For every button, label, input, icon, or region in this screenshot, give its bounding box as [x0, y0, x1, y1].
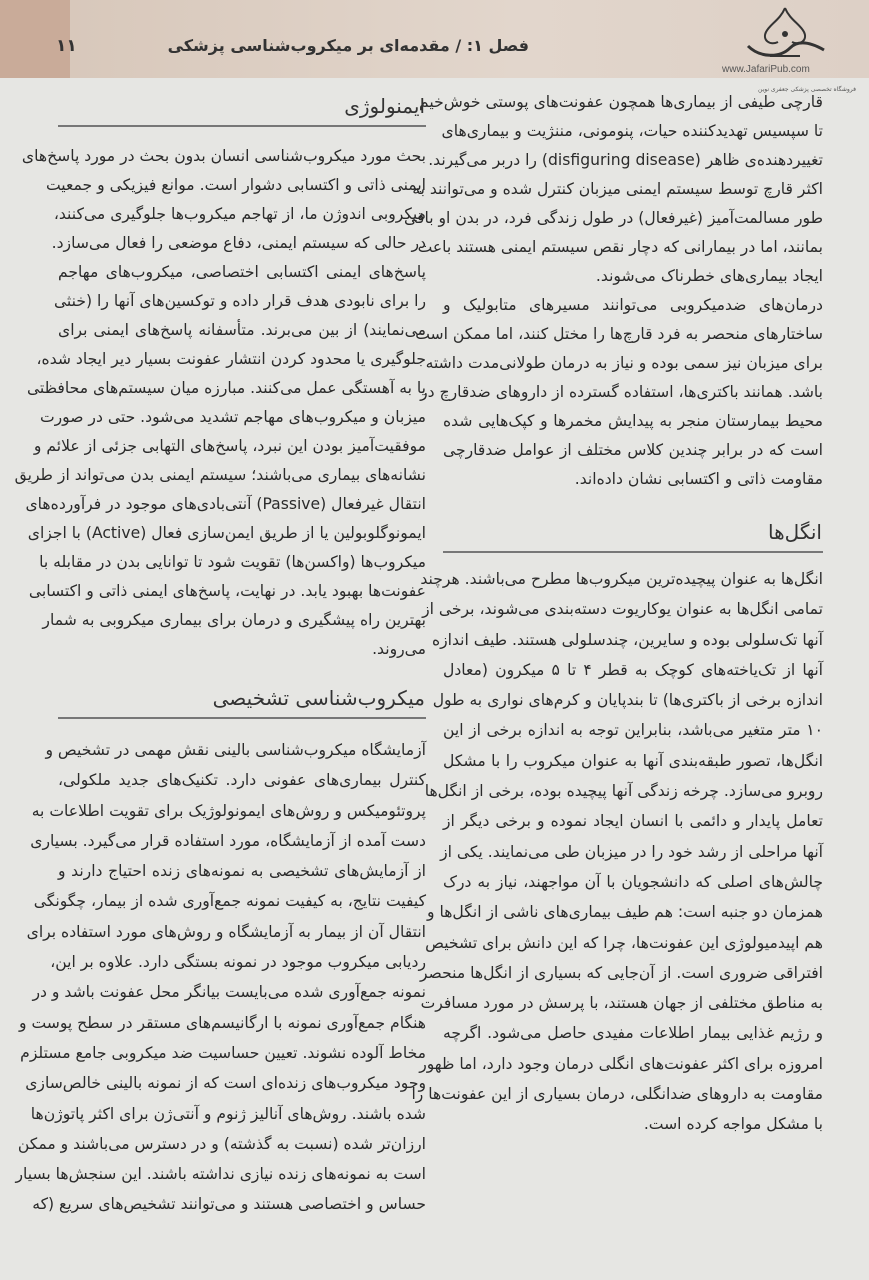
text-line: آنها مراحلی از رشد خود را در میزبان طی می‌نمایند. یکی از — [440, 842, 823, 861]
heading-divider — [58, 125, 426, 127]
antifungal-paragraph — [415, 291, 823, 494]
text-line: مقاومت به داروهای ضدانگلی، درمان بسیاری از این عفونت‌ها را — [411, 1085, 823, 1104]
text-line: ساختارهای منحصر به فرد قارچ‌ها را مختل کنند، اما ممکن است — [415, 325, 823, 343]
text-line: کنترل بیماری‌های عفونی دارد. تکنیک‌های جدید ملکولی، — [58, 771, 426, 790]
text-line: برای میزبان نیز سمی بوده و نیاز به درمان طولانی‌مدت داشته — [425, 354, 823, 372]
text-line: کیفیت نتایج، به کیفیت نمونه جمع‌آوری شده از بیمار، چگونگی — [33, 892, 426, 911]
text-line: قارچی طیفی از بیماری‌ها همچون عفونت‌های پوستی خوش‌خیم — [419, 93, 823, 111]
immunology-paragraph — [14, 142, 426, 664]
text-line: محیط بیمارستان منجر به پیدایش مخمرها و کپک‌هایی شده — [443, 412, 823, 430]
text-line: موفقیت‌آمیز بودن این نبرد، پاسخ‌های التهابی جزئی از علائم و — [33, 437, 426, 455]
heading-divider — [58, 717, 426, 719]
section-heading-immunology: ایمنولوژی — [344, 94, 425, 118]
text-line: باشد. همانند باکتری‌ها، استفاده گسترده از داروهای ضدقارچ در — [420, 383, 823, 401]
text-line: نمونه جمع‌آوری شده می‌بایست بیانگر محل عفونت باشد و در — [32, 983, 426, 1002]
running-title: فصل ۱: / مقدمه‌ای بر میکروب‌شناسی پزشکی — [167, 36, 529, 55]
text-line: میزبان و میکروب‌های مهاجم تشدید می‌شود. حتی در صورت — [39, 408, 426, 426]
text-line: ایجاد بیماری‌های خطرناک می‌شوند. — [595, 267, 823, 285]
text-line: اکثر قارچ توسط سیستم ایمنی میزبان کنترل شده و می‌توانند به — [412, 180, 823, 198]
text-line: مخاط آلوده نشوند. تعیین حساسیت ضد میکروبی جامع مستلزم — [20, 1043, 426, 1062]
text-line: روبرو می‌سازد. چرخه زندگی آنها پیچیده بوده، برخی از انگل‌ها — [424, 782, 823, 801]
section-heading-parasites: انگل‌ها — [768, 520, 822, 544]
text-line: انگل‌ها، تصور طبقه‌بندی آنها به عنوان میکروب را با مشکل — [443, 751, 823, 770]
text-line: طور مسالمت‌آمیز (غیرفعال) در طول زندگی فرد، در بدن او باقی — [404, 209, 823, 227]
text-line: آنها تک‌سلولی بوده و سایرین، چندسلولی هستند. طیف اندازه — [431, 630, 823, 649]
text-line: تمامی انگل‌ها به عنوان یوکاریوت دسته‌بندی می‌شوند، برخی از — [422, 600, 823, 619]
text-line: با مشکل مواجه کرده است. — [643, 1115, 823, 1134]
text-line: انتقال غیرفعال (Passive) آنتی‌بادی‌های موجود در فرآورده‌های — [25, 495, 426, 513]
text-line: انتقال آن از بیمار به آزمایشگاه و روش‌های مورد استفاده برای — [26, 922, 426, 941]
text-line: از آزمایش‌های تشخیصی به نمونه‌های زنده احتیاج دارند و — [58, 862, 426, 881]
text-line: شده باشند. روش‌های آنالیز ژنوم و آنتی‌ژن برای اکثر پاتوژن‌ها — [30, 1104, 426, 1123]
text-line: آنها از تک‌یاخته‌های کوچک به قطر ۴ تا ۵ میکرون (معادل — [443, 660, 823, 679]
text-line: تا سپسیس تهدیدکننده حیات، پنومونی، مننژیت و بیماری‌های — [441, 122, 823, 140]
text-line: چالش‌های اصلی که دانشجویان با آن مواجهند، نیاز به درک — [443, 872, 823, 891]
text-line: ردیابی میکروب موجود در نمونه بستگی دارد. علاوه بر این، — [50, 953, 426, 972]
text-line: یا به آهستگی عمل می‌کنند. مبارزه میان سیستم‌های محافظتی — [26, 379, 426, 397]
text-line: می‌نمایند) از بین می‌برند. متأسفانه پاسخ‌های ایمنی برای — [58, 321, 426, 339]
text-line: حساس و اختصاصی هستند و می‌توانند تشخیص‌های سریع (که — [32, 1195, 426, 1214]
text-line: جلوگیری یا محدود کردن انتشار عفونت بسیار دیر ایجاد شده، — [36, 350, 426, 368]
text-line: ۱۰ متر متغیر می‌باشد، بنابراین توجه به اندازه برخی از این — [443, 721, 823, 740]
publisher-url: www.JafariPub.com — [722, 64, 810, 75]
publisher-shop-label: فروشگاه تخصصی پزشکی جعفری نوین — [758, 86, 856, 93]
text-line: پروتئومیکس و روش‌های ایمونولوژیک برای تقویت اطلاعات به — [31, 801, 426, 820]
text-line: امروزه برای اکثر عفونت‌های انگلی درمان وجود دارد، اما ظهور — [419, 1054, 823, 1073]
section-heading-diagnostic-microbiology: میکروب‌شناسی تشخیصی — [212, 686, 425, 710]
text-line: وجود میکروب‌های زنده‌ای است که از نمونه بالینی خالص‌سازی — [25, 1074, 426, 1093]
text-line: افتراقی ضروری است. از آن‌جایی که بسیاری از انگل‌ها منحصر — [419, 963, 823, 982]
text-line: به مناطق مختلفی از جهان هستند، با پرسش در مورد مسافرت — [420, 994, 823, 1013]
text-line: میکروب‌ها (واکسن‌ها) تقویت شود تا توانایی بدن در مقابله با — [39, 553, 426, 571]
text-line: هم اپیدمیولوژی این عفونت‌ها، چرا که این دانش برای تشخیص — [425, 933, 823, 952]
text-line: نشانه‌های بیماری می‌باشند؛ سیستم ایمنی بدن می‌تواند از طریق — [14, 466, 426, 484]
text-line: اندازه برخی از باکتری‌ها) تا بندپایان و کرم‌های نواری به طول — [432, 691, 823, 710]
text-line: در حالی که سیستم ایمنی، دفاع موضعی را فعال می‌سازد. — [51, 234, 426, 252]
text-line: ارزان‌تر شده (نسبت به گذشته) و در دسترس می‌باشند و ممکن — [17, 1134, 426, 1153]
text-line: درمان‌های ضدمیکروبی می‌توانند مسیرهای متابولیک و — [443, 296, 823, 314]
text-line: همزمان دو جنبه است: هم طیف بیماری‌های ناشی از انگل‌ها و — [426, 903, 823, 922]
text-line: هنگام جمع‌آوری نمونه با ارگانیسم‌های مستقر در سطح پوست و — [18, 1013, 426, 1032]
text-line: انگل‌ها به عنوان پیچیده‌ترین میکروب‌ها مطرح می‌باشند. هرچند — [420, 570, 823, 588]
text-line: تغییردهنده‌ی ظاهر (disfiguring disease) را دربر می‌گیرند. — [428, 151, 823, 169]
heading-divider — [443, 551, 823, 553]
text-line: مقاومت ذاتی و اکتسابی نشان داده‌اند. — [574, 470, 823, 488]
text-line: است که در برابر چندین کلاس مختلف از عوامل ضدقارچی — [443, 441, 823, 459]
fungi-paragraph — [404, 88, 823, 291]
text-line: بمانند، اما در بیمارانی که دچار نقص سیستم ایمنی هستند باعث — [417, 238, 823, 256]
text-line: آزمایشگاه میکروب‌شناسی بالینی نقش مهمی در تشخیص و — [45, 741, 426, 759]
diagnostic-paragraph — [15, 735, 426, 1220]
text-line: تعامل پایدار و دائمی با انسان ایجاد نموده و برخی دیگر از — [443, 812, 823, 831]
text-line: بحث مورد میکروب‌شناسی انسان بدون بحث در مورد پاسخ‌های — [21, 147, 426, 165]
publisher-logo-icon — [740, 6, 830, 66]
text-line: میکروبی اندوژن ما، از تهاجم میکروب‌ها جلوگیری می‌کنند، — [53, 205, 426, 223]
text-line: و رژیم غذایی بیمار اطلاعات مفیدی حاصل می‌شود. اگرچه — [443, 1024, 823, 1043]
text-line: را برای نابودی هدف قرار داده و توکسین‌های آنها را (خنثی — [53, 292, 426, 310]
text-line: عفونت‌ها بهبود یابد. در نهایت، پاسخ‌های ایمنی ذاتی و اکتسابی — [28, 582, 426, 600]
text-line: ایمونوگلوبولین یا از طریق ایمن‌سازی فعال (Active) با اجزای — [27, 524, 426, 542]
page-number: ۱۱ — [56, 36, 77, 56]
text-line: می‌روند. — [372, 640, 426, 658]
parasites-paragraph — [411, 564, 823, 1140]
text-line: بهترین راه پیشگیری و درمان برای بیماری میکروبی به شمار — [42, 611, 426, 629]
text-line: دست آمده از آزمایشگاه، مورد استفاده قرار می‌گیرد. بسیاری — [30, 831, 426, 850]
text-line: ایمنی ذاتی و اکتسابی دشوار است. موانع فیزیکی و جمعیت — [45, 176, 426, 194]
text-line: است به نمونه‌های زنده نیازی نداشته باشند. این سنجش‌ها بسیار — [15, 1165, 426, 1184]
text-line: پاسخ‌های ایمنی اکتسابی اختصاصی، میکروب‌های مهاجم — [58, 263, 426, 281]
